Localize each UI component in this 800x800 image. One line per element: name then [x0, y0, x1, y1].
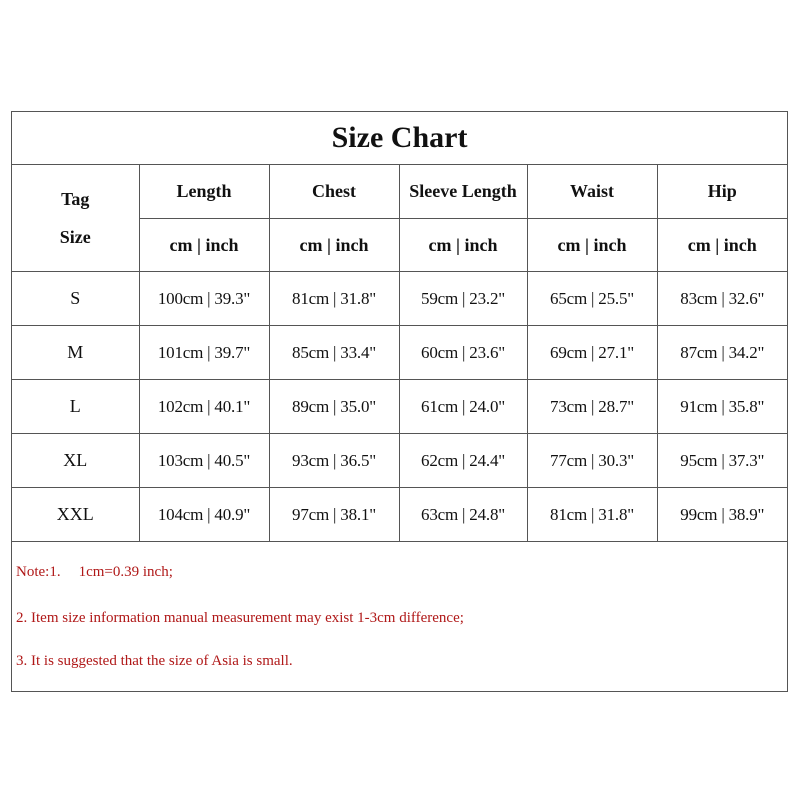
- value-cell-length: 100cm | 39.3": [139, 272, 269, 326]
- size-label-cell: XXL: [12, 488, 139, 542]
- column-header-waist: Waist: [527, 165, 657, 219]
- value-cell-hip: 91cm | 35.8": [657, 380, 787, 434]
- note-1-text: 1cm=0.39 inch;: [78, 564, 173, 580]
- unit-header-chest: cm | inch: [269, 219, 399, 272]
- tag-size-header: [12, 165, 139, 272]
- size-chart-frame: [11, 111, 788, 692]
- value-cell-length: 102cm | 40.1": [139, 380, 269, 434]
- table-row: [12, 272, 787, 326]
- column-header-hip: Hip: [657, 165, 787, 219]
- note-1: [16, 564, 173, 581]
- value-cell-sleeve-length: 60cm | 23.6": [399, 326, 527, 380]
- value-cell-length: 104cm | 40.9": [139, 488, 269, 542]
- value-cell-waist: 69cm | 27.1": [527, 326, 657, 380]
- size-label-cell: S: [12, 272, 139, 326]
- value-cell-waist: 77cm | 30.3": [527, 434, 657, 488]
- table-row: [12, 326, 787, 380]
- size-label-cell: L: [12, 380, 139, 434]
- unit-header-sleeve-length: cm | inch: [399, 219, 527, 272]
- unit-header-length: cm | inch: [139, 219, 269, 272]
- column-header-chest: Chest: [269, 165, 399, 219]
- tag-label: Tag: [61, 189, 90, 209]
- value-cell-length: 103cm | 40.5": [139, 434, 269, 488]
- value-cell-sleeve-length: 61cm | 24.0": [399, 380, 527, 434]
- value-cell-sleeve-length: 62cm | 24.4": [399, 434, 527, 488]
- value-cell-chest: 81cm | 31.8": [269, 272, 399, 326]
- value-cell-waist: 81cm | 31.8": [527, 488, 657, 542]
- value-cell-waist: 73cm | 28.7": [527, 380, 657, 434]
- value-cell-hip: 83cm | 32.6": [657, 272, 787, 326]
- size-label-cell: M: [12, 326, 139, 380]
- value-cell-chest: 97cm | 38.1": [269, 488, 399, 542]
- value-cell-chest: 85cm | 33.4": [269, 326, 399, 380]
- note-3: 3. It is suggested that the size of Asia is small.: [16, 653, 293, 669]
- value-cell-hip: 99cm | 38.9": [657, 488, 787, 542]
- value-cell-sleeve-length: 63cm | 24.8": [399, 488, 527, 542]
- value-cell-sleeve-length: 59cm | 23.2": [399, 272, 527, 326]
- unit-header-hip: cm | inch: [657, 219, 787, 272]
- unit-header-waist: cm | inch: [527, 219, 657, 272]
- column-header-length: Length: [139, 165, 269, 219]
- value-cell-length: 101cm | 39.7": [139, 326, 269, 380]
- table-row: [12, 488, 787, 542]
- chart-title: Size Chart: [12, 112, 787, 165]
- value-cell-waist: 65cm | 25.5": [527, 272, 657, 326]
- value-cell-hip: 95cm | 37.3": [657, 434, 787, 488]
- size-label: Size: [59, 227, 91, 247]
- note-2: 2. Item size information manual measurement may exist 1-3cm difference;: [16, 610, 464, 626]
- table-row: [12, 380, 787, 434]
- value-cell-chest: 93cm | 36.5": [269, 434, 399, 488]
- table-row: [12, 434, 787, 488]
- note-1-prefix: Note:1.: [16, 564, 61, 580]
- value-cell-chest: 89cm | 35.0": [269, 380, 399, 434]
- size-label-cell: XL: [12, 434, 139, 488]
- size-chart-table: [12, 112, 787, 542]
- column-header-sleeve-length: Sleeve Length: [399, 165, 527, 219]
- value-cell-hip: 87cm | 34.2": [657, 326, 787, 380]
